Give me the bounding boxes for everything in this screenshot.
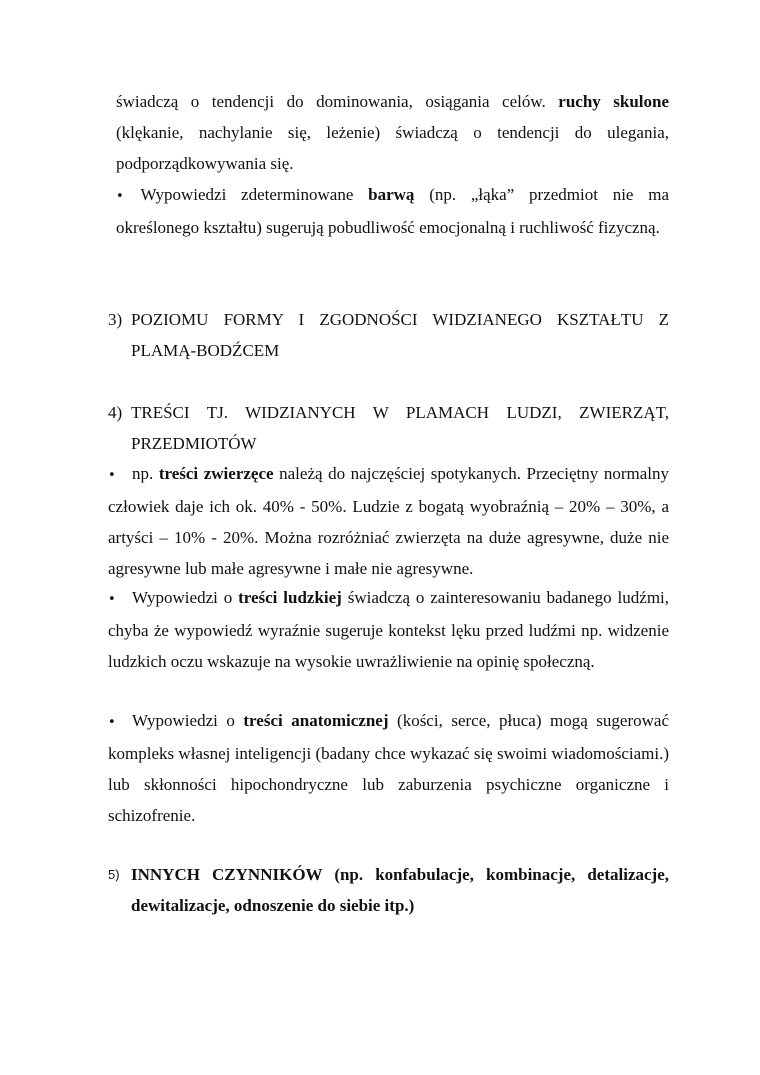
item-number: 4)	[108, 403, 123, 422]
bold-term: treści anatomicznej	[243, 711, 389, 730]
bullet-icon: •	[108, 592, 116, 607]
bold-term: barwą	[368, 185, 415, 204]
bullet-colour	[116, 179, 669, 243]
bold-term: treści zwierzęce	[158, 464, 274, 483]
paragraph-text: należą do najczęściej spotykanych. Przeciętny normalny człowiek daje ich ok. 40% - 50%. Ludzie z bogatą wyobraźnią – 20% – 30%, a artyści – 10% - 20%. Można rozróżniać zwierzęta na duże agresywne, duże nie agresywne lub małe agresywne i małe nie agresywne.	[108, 464, 670, 578]
paragraph-text: (np. „łąka” przedmiot nie ma określonego kształtu) sugerują pobudliwość emocjonalną i ruchliwość fizyczną.	[116, 185, 670, 237]
item-number: 3)	[108, 310, 123, 329]
bullet-animal-content	[108, 458, 669, 584]
paragraph-text: Wypowiedzi zdeterminowane	[140, 185, 354, 204]
paragraph-text: świadczą o tendencji do dominowania, osiągania celów.	[116, 92, 546, 111]
bullet-icon: •	[108, 468, 116, 483]
paragraph-text: Wypowiedzi o	[132, 588, 233, 607]
bullet-anatomical-content	[108, 705, 669, 831]
bold-term: treści ludzkiej	[238, 588, 342, 607]
paragraph-text: Wypowiedzi o	[132, 711, 235, 730]
paragraph-text: (kości, serce, płuca) mogą sugerować kompleks własnej inteligencji (badany chce wykazać się swoimi wiadomościami.) lub skłonności hipochondryczne lub zaburzenia psychiczne organiczne i schizofrenie.	[108, 711, 670, 825]
bullet-icon: •	[116, 189, 124, 204]
section-heading-other-factors: INNYCH CZYNNIKÓW (np. konfabulacje, kombinacje, detalizacje, dewitalizacje, odnoszenie do siebie itp.)	[131, 865, 669, 915]
bold-term: ruchy skulone	[558, 92, 670, 111]
bullet-icon: •	[108, 715, 116, 730]
bullet-human-content	[108, 582, 669, 677]
item-number: 5)	[108, 867, 120, 882]
paragraph-text: np.	[132, 464, 154, 483]
paragraph-text: (klękanie, nachylanie się, leżenie) świadczą o tendencji do ulegania, podporządkowywania się.	[116, 123, 669, 173]
section-heading-content: TREŚCI TJ. WIDZIANYCH W PLAMACH LUDZI, ZWIERZĄT, PRZEDMIOTÓW	[131, 403, 669, 453]
section-heading-form: POZIOMU FORMY I ZGODNOŚCI WIDZIANEGO KSZTAŁTU Z PLAMĄ-BODŹCEM	[131, 310, 669, 360]
paragraph-movement	[116, 86, 669, 179]
paragraph-text: świadczą o zainteresowaniu badanego ludźmi, chyba że wypowiedź wyraźnie sugeruje kontekst lęku przed ludźmi np. widzenie ludzkich oczu wskazuje na wysokie uwrażliwienie na opinię społeczną.	[108, 588, 670, 671]
